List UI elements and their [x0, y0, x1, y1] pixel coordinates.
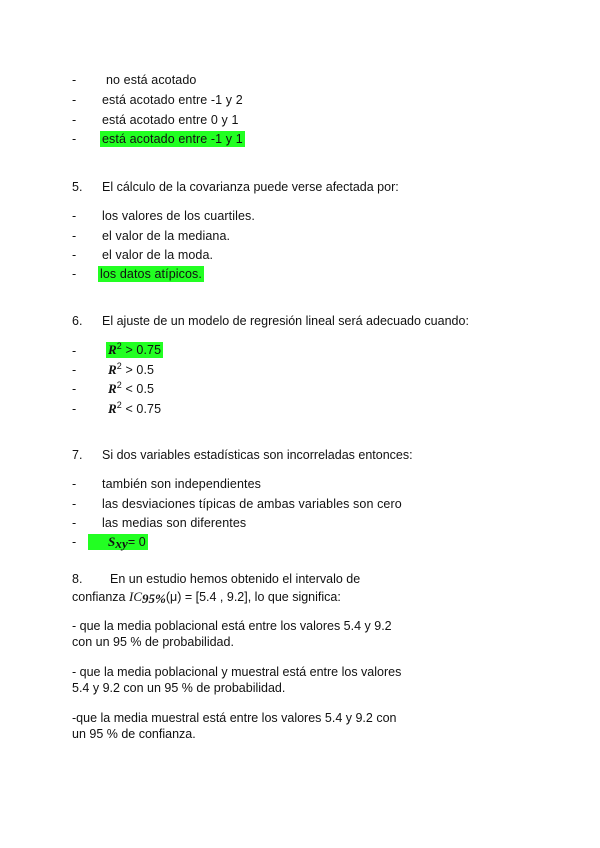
q8-answer-3 [72, 710, 432, 742]
dash: - [72, 229, 77, 243]
dash: - [72, 267, 77, 281]
r-squared-var: R [108, 401, 117, 416]
q6-number: 6. [72, 314, 83, 328]
r-squared-exp: 2 [116, 400, 122, 410]
r-squared-exp: 2 [116, 341, 122, 351]
q4-option-2: está acotado entre -1 y 2 [102, 93, 243, 107]
q8-answer-3-line-2: un 95 % de confianza. [72, 727, 196, 741]
dash: - [72, 363, 77, 377]
dash: - [72, 93, 77, 107]
q4-option-4-correct: está acotado entre -1 y 1 [102, 132, 243, 146]
q7-option-4-text: = 0 [127, 535, 146, 549]
q8-answer-1-line-2: con un 95 % de probabilidad. [72, 635, 234, 649]
q5-text: El cálculo de la covarianza puede verse afectada por: [102, 180, 399, 194]
q5-number: 5. [72, 180, 83, 194]
q8-line-1: En un estudio hemos obtenido el intervalo de [110, 572, 361, 586]
dash: - [72, 73, 77, 87]
q7-option-4-correct [88, 534, 148, 550]
q8-line-2 [72, 589, 341, 605]
dash: - [72, 113, 77, 127]
dash: - [72, 132, 77, 146]
s-sub: xy [115, 536, 128, 551]
q6-option-2-text: > 0.5 [121, 363, 155, 377]
dash: - [72, 248, 77, 262]
q5-option-4-correct: los datos atípicos. [100, 267, 202, 281]
q4-option-3: está acotado entre 0 y 1 [102, 113, 239, 127]
q8-answer-2 [72, 664, 432, 696]
q5-option-1: los valores de los cuartiles. [102, 209, 255, 223]
q8-answer-2-line-1: - que la media poblacional y muestral está entre los valores [72, 665, 402, 679]
dash: - [72, 402, 77, 416]
q7-number: 7. [72, 448, 83, 462]
dash: - [72, 497, 77, 511]
ic-var: IC [128, 589, 142, 604]
q8-line-2-post: (μ) = [5.4 , 9.2], lo que significa: [165, 590, 341, 604]
dash: - [72, 382, 77, 396]
q8-line-2-pre: confianza [72, 590, 129, 604]
q6-option-3-text: < 0.5 [121, 382, 155, 396]
s-var: S [108, 534, 116, 549]
q6-option-1-correct [106, 342, 163, 358]
r-squared-var: R [108, 362, 117, 377]
r-squared-var: R [108, 381, 117, 396]
q7-option-1: también son independientes [102, 477, 261, 491]
dash: - [72, 209, 77, 223]
q7-option-2: las desviaciones típicas de ambas variables son cero [102, 497, 402, 511]
r-squared-exp: 2 [116, 380, 122, 390]
q6-option-3 [108, 381, 154, 397]
q6-option-4-text: < 0.75 [121, 402, 162, 416]
q7-text: Si dos variables estadísticas son incorreladas entonces: [102, 448, 413, 462]
q8-answer-1-line-1: - que la media poblacional está entre los valores 5.4 y 9.2 [72, 619, 392, 633]
q8-number: 8. [72, 572, 83, 586]
q6-text: El ajuste de un modelo de regresión lineal será adecuado cuando: [102, 314, 469, 328]
q8-answer-2-line-2: 5.4 y 9.2 con un 95 % de probabilidad. [72, 681, 286, 695]
q6-option-4 [108, 401, 161, 417]
r-squared-var: R [108, 342, 117, 357]
q8-answer-1 [72, 618, 432, 650]
q4-option-1: no está acotado [106, 73, 197, 87]
q8-answer-3-line-1: -que la media muestral está entre los valores 5.4 y 9.2 con [72, 711, 397, 725]
q6-option-1-text: > 0.75 [121, 343, 162, 357]
q5-option-3: el valor de la moda. [102, 248, 214, 262]
dash: - [72, 516, 77, 530]
r-squared-exp: 2 [116, 361, 122, 371]
ic-sub: 95% [141, 591, 166, 606]
dash: - [72, 535, 77, 549]
q6-option-2 [108, 362, 154, 378]
q5-option-2: el valor de la mediana. [102, 229, 231, 243]
dash: - [72, 477, 77, 491]
q7-option-3: las medias son diferentes [102, 516, 247, 530]
dash: - [72, 344, 77, 358]
